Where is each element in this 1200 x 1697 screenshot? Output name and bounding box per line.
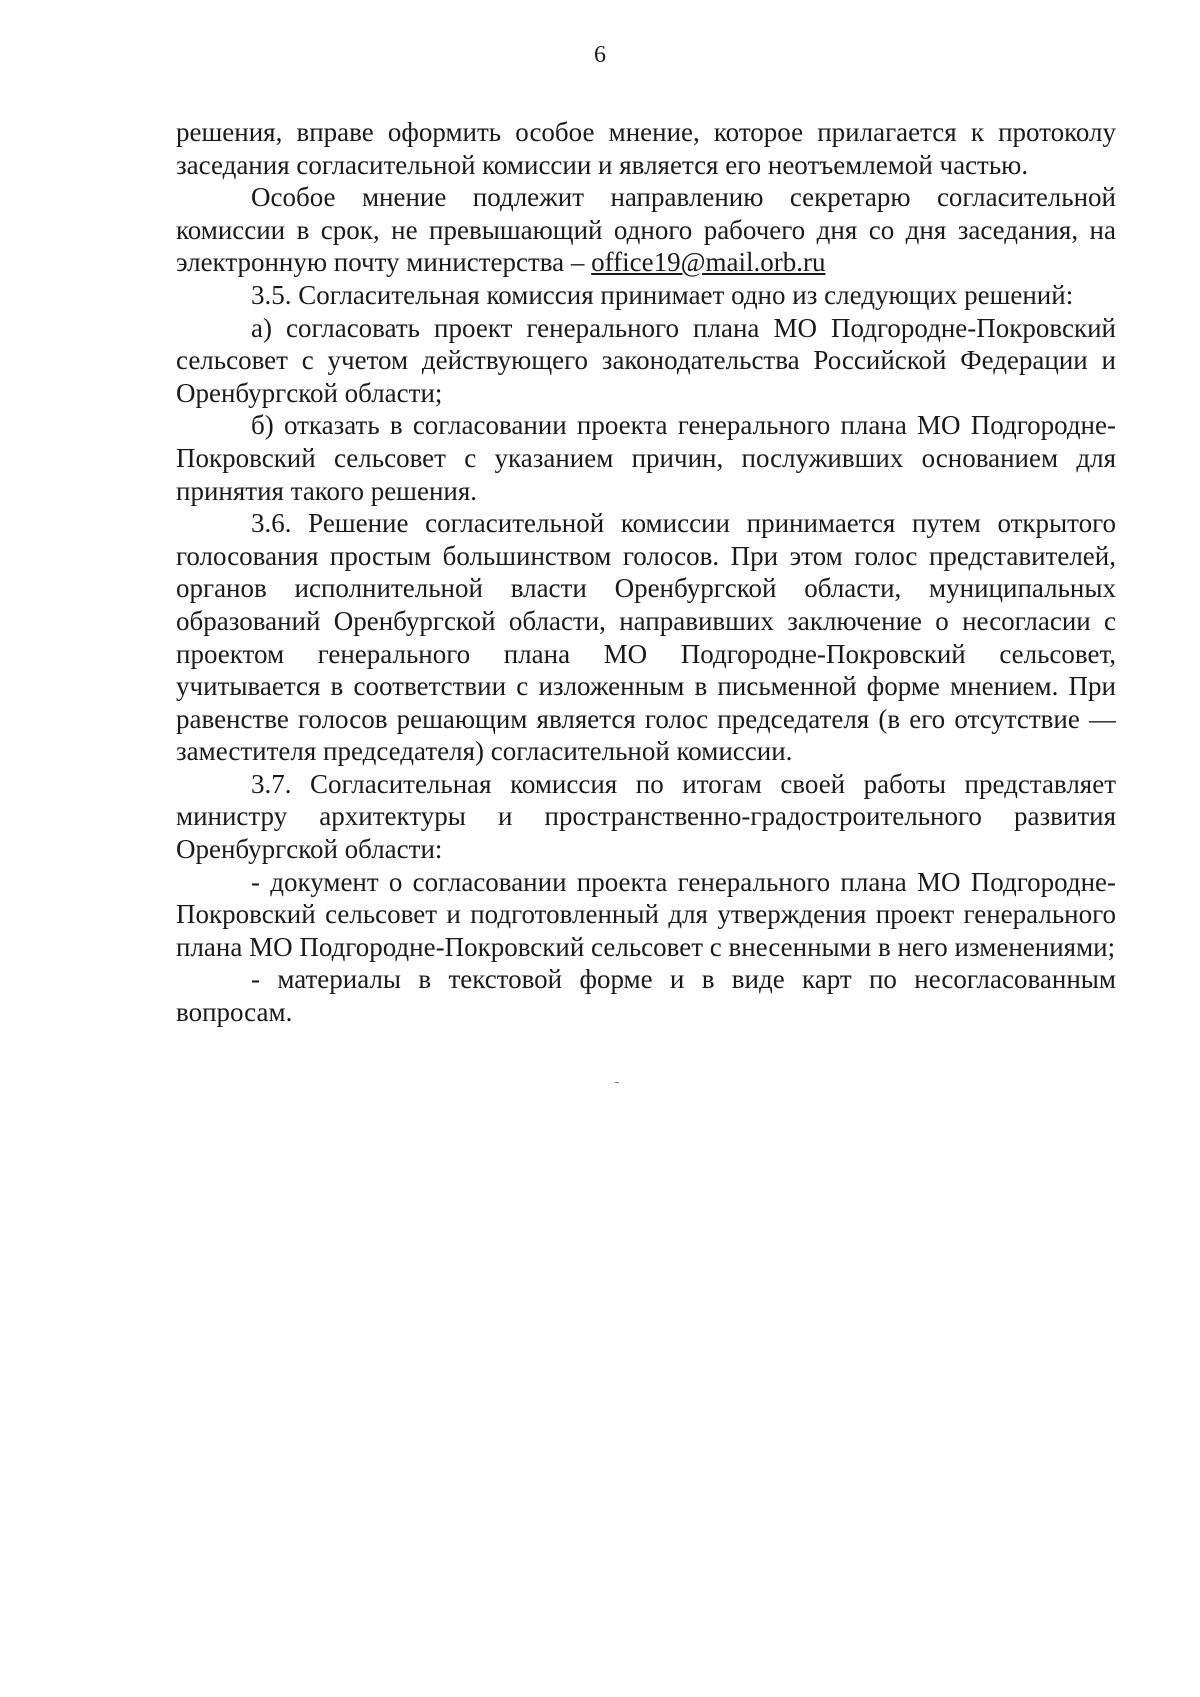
list-item-materials: - материалы в текстовой форме и в виде карт по несогласованным вопросам. (176, 964, 1116, 1028)
paragraph-special-opinion (176, 181, 1116, 279)
email-link[interactable]: office19@mail.orb.ru (591, 247, 826, 278)
paragraph-continuation: решения, вправе оформить особое мнение, которое прилагается к протоколу заседания согласительной комиссии и является его неотъемлемой частью. (176, 117, 1116, 180)
paragraph-option-b: б) отказать в согласовании проекта генерального плана МО Подгородне-Покровский сельсовет с указанием причин, послуживших основанием для принятия такого решения. (176, 410, 1116, 506)
paragraph-3-6: 3.6. Решение согласительной комиссии принимается путем открытого голосования простым большинством голосов. При этом голос представителей, органов исполнительной власти Оренбургской области, муниципальных образований Оренбургской области, направивших заключение о несогласии с проектом генерального плана МО Подгородне-Покровский сельсовет, учитывается в соответствии с изложенным в письменной форме мнением. При равенстве голосов решающим является голос председателя (в его отсутствие — заместителя председателя) согласительной комиссии. (176, 508, 1116, 767)
document-body (176, 116, 1116, 1029)
page-number: 6 (594, 42, 606, 68)
list-item-document: - документ о согласовании проекта генерального плана МО Подгородне-Покровский сельсовет и подготовленный для утверждения проект генерального плана МО Подгородне-Покровский сельсовет с внесенными в него изменениями; (176, 866, 1116, 962)
paragraph-3-5: 3.5. Согласительная комиссия принимает одно из следующих решений: (251, 279, 1074, 310)
scan-speck (615, 1082, 619, 1083)
special-opinion-text: Особое мнение подлежит направлению секретарю согласительной комиссии в срок, не превышающий одного рабочего дня со дня заседания, на электронную почту министерства – (176, 182, 1116, 278)
paragraph-3-7: 3.7. Согласительная комиссия по итогам своей работы представляет министру архитектуры и пространственно-градостроительного развития Оренбургской области: (176, 768, 1116, 865)
paragraph-option-a: а) согласовать проект генерального плана МО Подгородне-Покровский сельсовет с учетом действующего законодательства Российской Федерации и Оренбургской области; (176, 312, 1116, 408)
